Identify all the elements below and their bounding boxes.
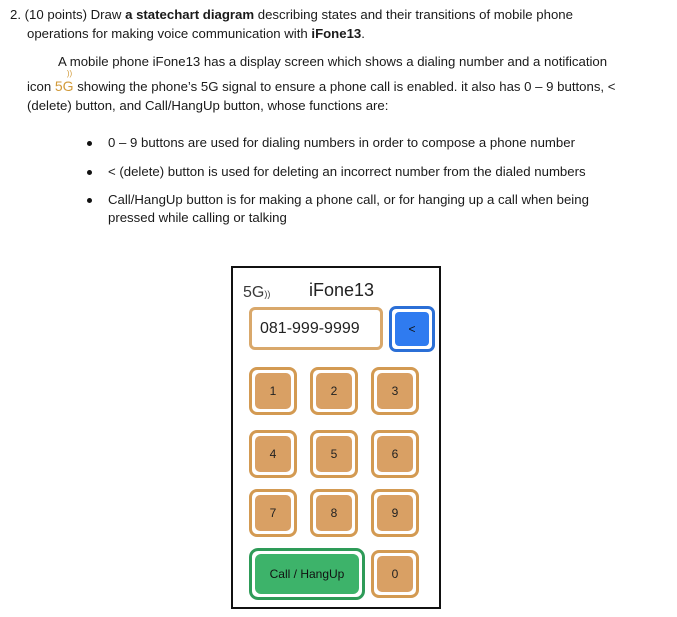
list-item-continuation: pressed while calling or talking [108,210,287,225]
function-list [108,0,668,240]
key-label: 9 [377,495,413,531]
question-text: describing states and their transitions of mobile phone [254,7,573,22]
key-8-button[interactable] [310,489,358,537]
call-hangup-label: Call / HangUp [255,554,359,594]
key-label: 8 [316,495,352,531]
key-0-button[interactable] [371,550,419,598]
key-label: 5 [316,436,352,472]
delete-button[interactable] [389,306,435,352]
paragraph-text: showing the phone’s 5G signal to ensure a phone call is enabled. it also has 0 – 9 buttons, < [73,79,616,94]
key-label: 0 [377,556,413,592]
signal-wave-icon: )) [264,289,271,299]
5g-icon-label: 5G [54,78,74,94]
list-item-text: Call/HangUp button is for making a phone call, or for hanging up a call when being [108,192,589,207]
phone-title: iFone13 [309,280,375,300]
key-1-button[interactable] [249,367,297,415]
question-text: 2. (10 points) Draw [10,7,126,22]
list-item [108,163,586,181]
key-7-button[interactable] [249,489,297,537]
paragraph-line-1: A mobile phone iFone13 has a display screen which shows a dialing number and a notification [58,54,608,69]
key-2-button[interactable] [310,367,358,415]
phone-5g-icon [243,284,270,302]
list-item-text: < (delete) button is used for deleting an incorrect number from the dialed numbers [108,164,586,179]
product-name: iFone13 [311,26,362,41]
signal-wave-icon: )) [66,69,73,78]
key-label: 3 [377,373,413,409]
dial-display [249,307,383,350]
key-3-button[interactable] [371,367,419,415]
bullet-icon [87,170,92,175]
phone-mockup [231,266,441,609]
question-text: . [361,26,365,41]
key-label: 7 [255,495,291,531]
paragraph-line-3: (delete) button, and Call/HangUp button, whose functions are: [27,98,389,113]
5g-signal-icon [54,69,74,95]
key-label: 2 [316,373,352,409]
delete-label: < [395,312,429,346]
key-label: 4 [255,436,291,472]
list-item [108,134,575,152]
key-4-button[interactable] [249,430,297,478]
dialed-number: 081-999-9999 [260,320,360,337]
list-item [108,191,668,209]
bullet-icon [87,198,92,203]
list-item-text: 0 – 9 buttons are used for dialing numbers in order to compose a phone number [108,135,575,150]
question-emphasis: a statechart diagram [125,7,255,22]
bullet-icon [87,141,92,146]
paragraph-text: icon [27,79,55,94]
key-6-button[interactable] [371,430,419,478]
phone-5g-label: 5G [243,284,265,301]
call-hangup-button[interactable] [249,548,365,600]
question-text: operations for making voice communication with [27,26,312,41]
key-9-button[interactable] [371,489,419,537]
key-label: 6 [377,436,413,472]
key-label: 1 [255,373,291,409]
key-5-button[interactable] [310,430,358,478]
